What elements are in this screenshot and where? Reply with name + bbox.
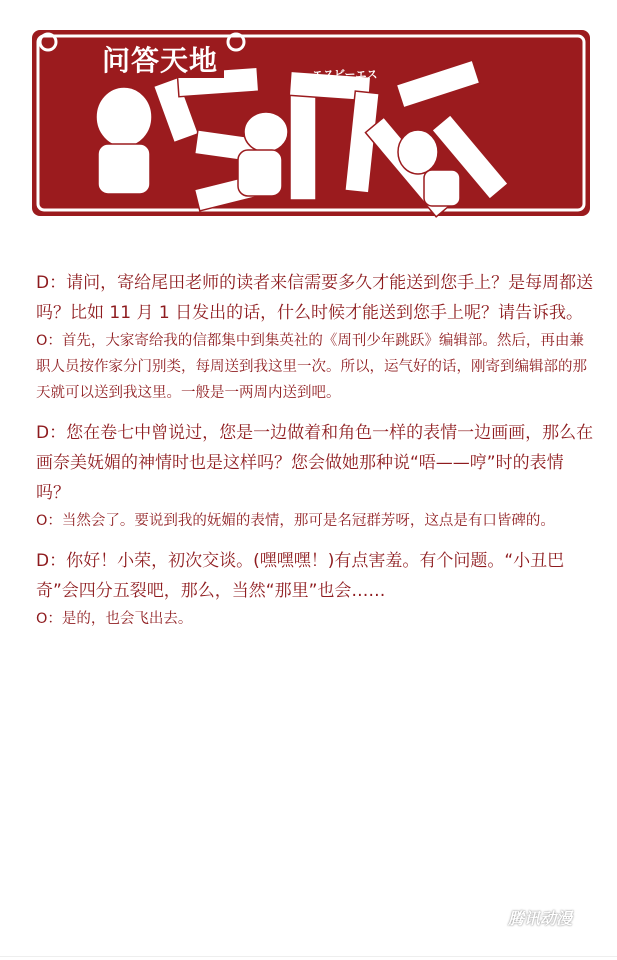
banner-title: 问答天地: [96, 44, 224, 78]
qa-item: [36, 546, 596, 632]
qa-list: [36, 268, 596, 644]
qa-item: [36, 268, 596, 406]
sbs-banner: [28, 22, 594, 220]
author-answer: O：是的，也会飞出去。: [36, 611, 193, 627]
reader-question: D：请问，寄给尾田老师的读者来信需要多久才能送到您手上？是每周都送吗？比如 11 月 1 日发出的话，什么时候才能送到您手上呢？请告诉我。: [36, 273, 594, 323]
page-divider: [0, 956, 617, 957]
character-buggy: [244, 112, 288, 152]
watermark-logo: 腾讯动漫: [508, 909, 573, 928]
author-answer: O：首先，大家寄给我的信都集中到集英社的《周刊少年跳跃》编辑部。然后，再由兼职人员按作家分门别类，每周送到我这里一次。所以，运气好的话，刚寄到编辑部的那天就可以送到我这里。一般是一两周内送到吧。: [36, 333, 587, 401]
reader-question: D：您在卷七中曾说过，您是一边做着和角色一样的表情一边画画，那么在画奈美妩媚的神情时也是这样吗？您会做她那种说“唔——哼”时的表情吗？: [36, 423, 594, 503]
author-answer: O：当然会了。要说到我的妩媚的表情，那可是名冠群芳呀，这点是有口皆碑的。: [36, 513, 555, 529]
qa-item: [36, 418, 596, 534]
character-boy: [398, 130, 438, 174]
banner-subtitle: エスビーエス: [312, 68, 378, 81]
reader-question: D：你好！小荣，初次交谈。(嘿嘿嘿！)有点害羞。有个问题。“小丑巴奇”会四分五裂吧，那么，当然“那里”也会……: [36, 551, 565, 601]
character-usopp: [96, 87, 152, 147]
